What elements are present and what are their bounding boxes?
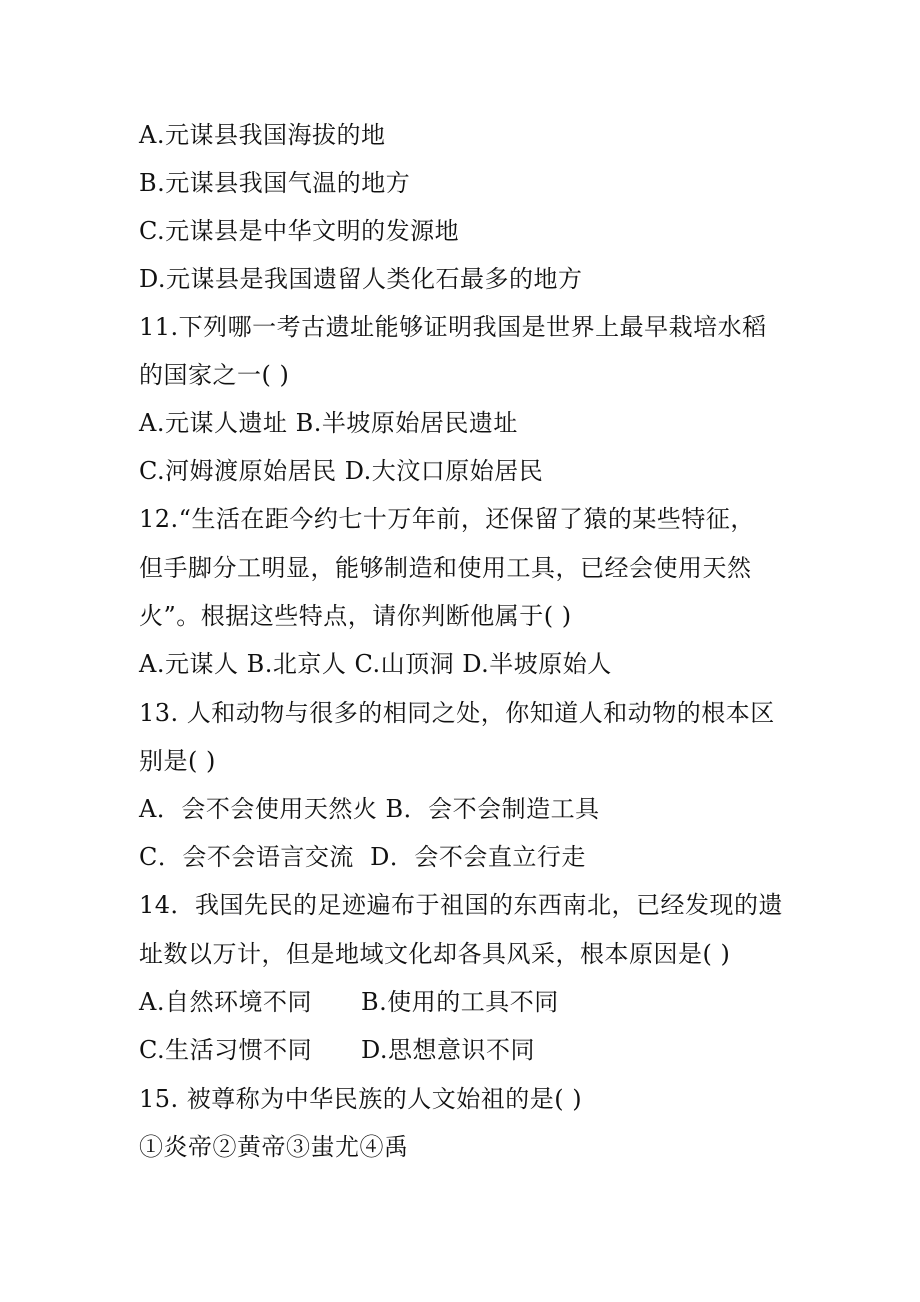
- q14-option-c: C.生活习惯不同: [139, 1036, 313, 1064]
- q12-options: A.元谋人 B.北京人 C.山顶洞 D.半坡原始人: [139, 650, 612, 678]
- q12-stem-line-3: 火”。根据这些特点，请你判断他属于( ): [139, 602, 572, 630]
- q14-option-b: B.使用的工具不同: [361, 988, 559, 1016]
- q13-stem-line-2: 别是( ): [139, 747, 216, 775]
- q10-option-c: C.元谋县是中华文明的发源地: [139, 217, 460, 245]
- q10-option-d: D.元谋县是我国遗留人类化石最多的地方: [139, 265, 583, 293]
- q11-stem-line-2: 的国家之一( ): [139, 361, 290, 389]
- q12-stem-line-2: 但手脚分工明显，能够制造和使用工具，已经会使用天然: [139, 554, 752, 582]
- q14-options-cd: [139, 1035, 535, 1065]
- q13-stem-line-1: 13. 人和动物与很多的相同之处，你知道人和动物的根本区: [139, 699, 775, 727]
- q14-stem-line-1: 14．我国先民的足迹遍布于祖国的东西南北，已经发现的遗: [139, 891, 784, 919]
- q14-options-ab: [139, 987, 559, 1017]
- q10-option-b: B.元谋县我国气温的地方: [139, 169, 411, 197]
- q12-stem-line-1: 12.“生活在距今约七十万年前，还保留了猿的某些特征，: [139, 505, 755, 533]
- q11-options-ab: A.元谋人遗址 B.半坡原始居民遗址: [139, 409, 518, 437]
- q14-option-a: A.自然环境不同: [139, 988, 312, 1016]
- q14-stem-line-2: 址数以万计，但是地域文化却各具风采，根本原因是( ): [139, 940, 731, 968]
- q10-option-a: A.元谋县我国海拔的地: [139, 121, 386, 149]
- q13-options-ab: A．会不会使用天然火 B．会不会制造工具: [139, 795, 600, 823]
- q11-stem-line-1: 11.下列哪一考古遗址能够证明我国是世界上最早栽培水稻: [139, 313, 767, 341]
- q11-options-cd: C.河姆渡原始居民 D.大汶口原始居民: [139, 457, 544, 485]
- q15-stem: 15. 被尊称为中华民族的人文始祖的是( ): [139, 1085, 583, 1113]
- q13-options-cd: C．会不会语言交流 D．会不会直立行走: [139, 843, 586, 871]
- q14-option-d: D.思想意识不同: [361, 1036, 536, 1064]
- q15-choices: ①炎帝②黄帝③蚩尤④禹: [139, 1133, 409, 1161]
